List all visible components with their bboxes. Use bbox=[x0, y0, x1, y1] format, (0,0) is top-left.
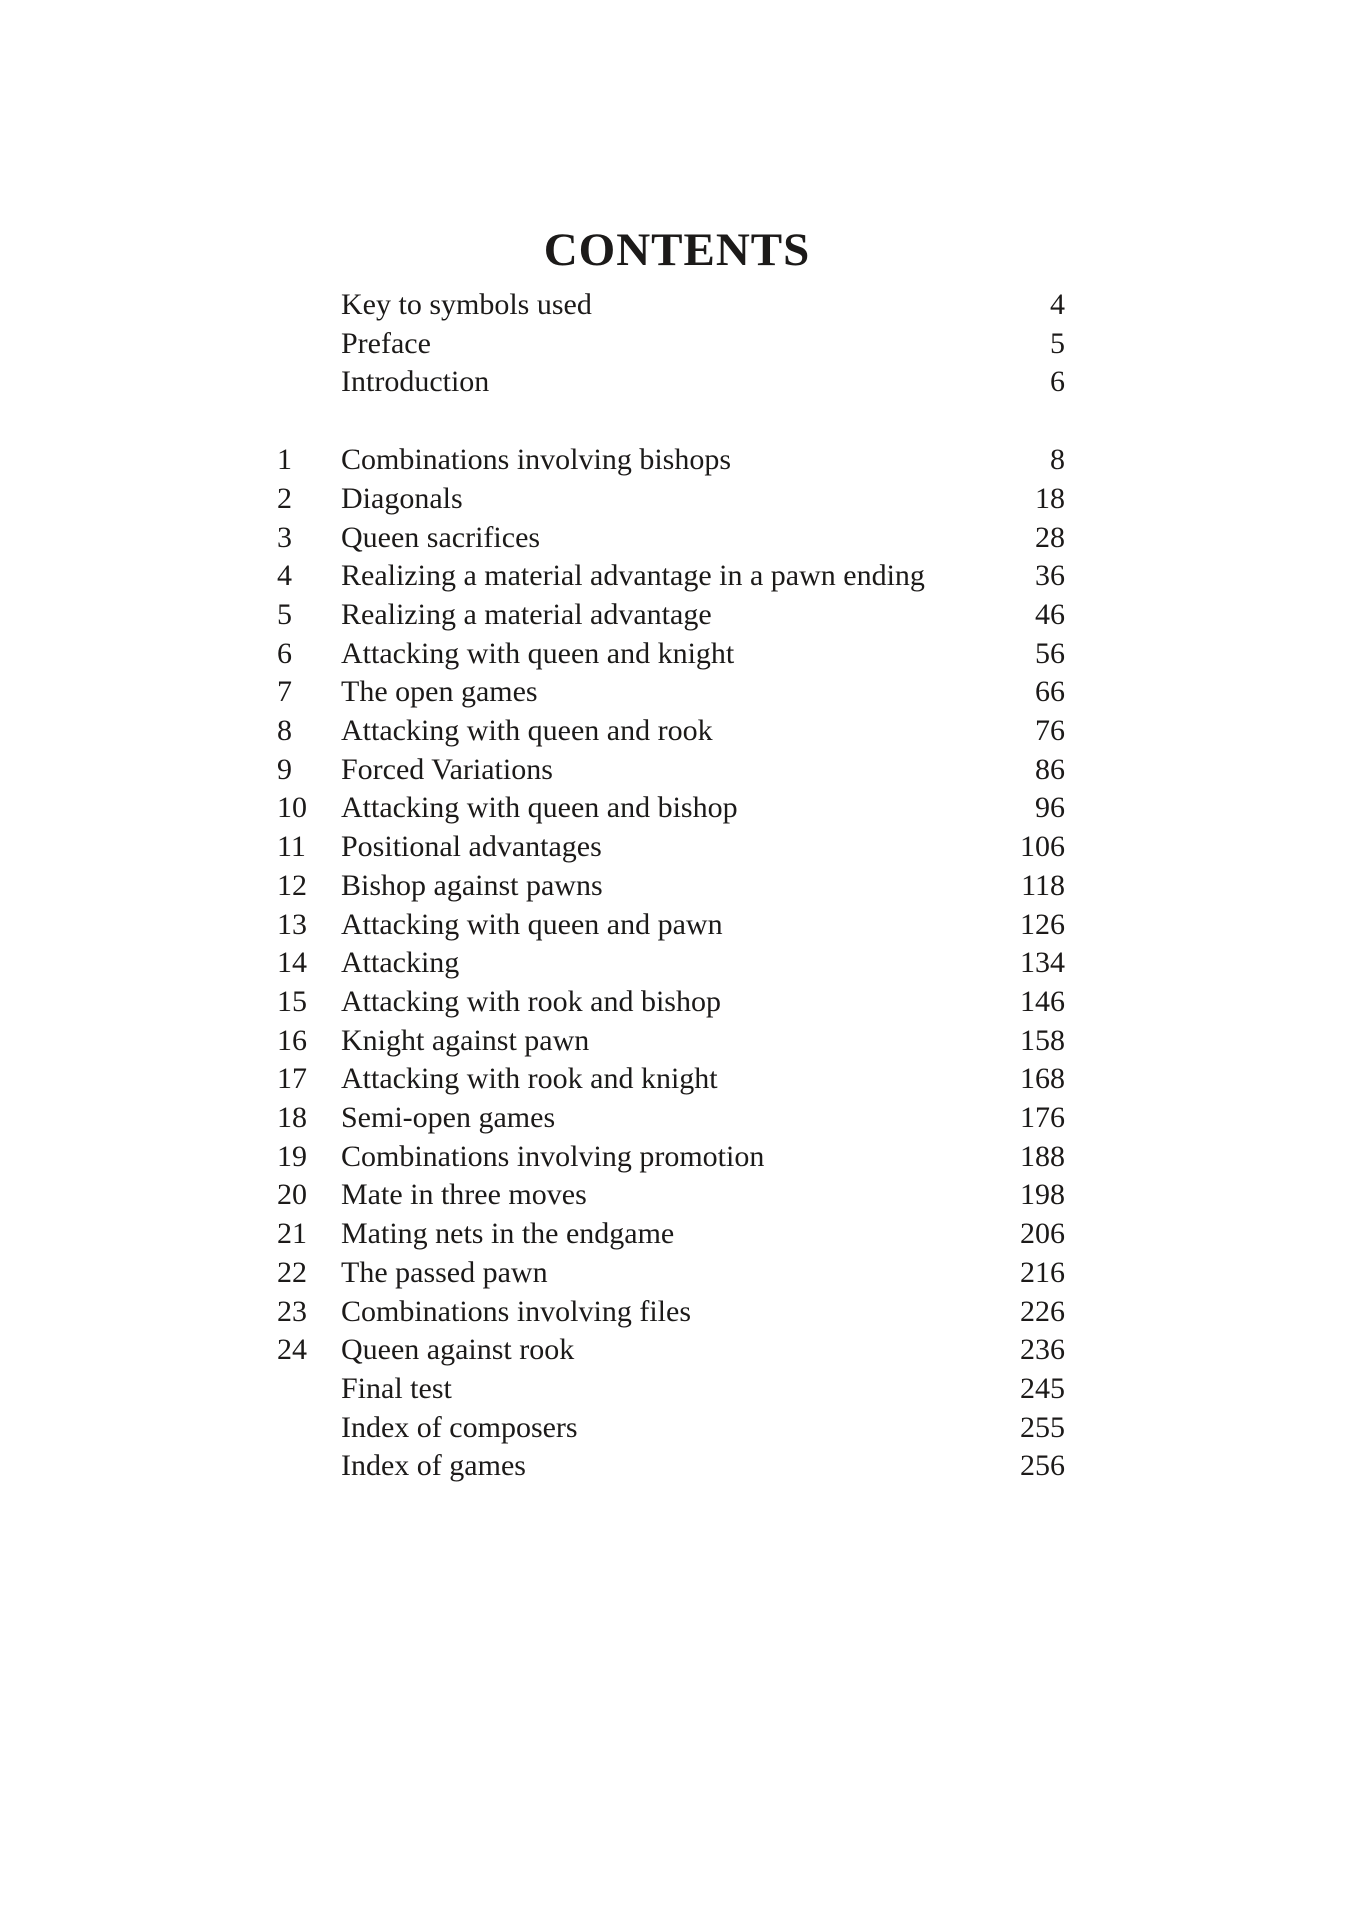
toc-entry bbox=[277, 828, 1065, 867]
chapter-number: 22 bbox=[277, 1255, 307, 1289]
entry-title: Attacking with rook and bishop bbox=[341, 984, 721, 1018]
entry-page-number: 86 bbox=[1035, 752, 1065, 786]
chapter-number: 17 bbox=[277, 1062, 307, 1096]
chapter-number: 12 bbox=[277, 868, 307, 902]
entry-title: The passed pawn bbox=[341, 1255, 548, 1289]
entry-title: Attacking with rook and knight bbox=[341, 1062, 718, 1096]
toc-entry bbox=[277, 1176, 1065, 1215]
toc-entry bbox=[277, 325, 1065, 364]
entry-title: Attacking with queen and rook bbox=[341, 714, 713, 748]
chapter-number: 14 bbox=[277, 946, 307, 980]
chapter-number: 11 bbox=[277, 830, 306, 864]
entry-page-number: 28 bbox=[1035, 520, 1065, 554]
entry-title: Attacking with queen and knight bbox=[341, 636, 735, 670]
entry-title: Attacking with queen and pawn bbox=[341, 907, 723, 941]
toc-entry bbox=[277, 1138, 1065, 1177]
toc-entry bbox=[277, 751, 1065, 790]
entry-title: Combinations involving files bbox=[341, 1294, 691, 1328]
toc-entry bbox=[277, 1254, 1065, 1293]
chapter-number: 3 bbox=[277, 520, 292, 554]
toc-entry bbox=[277, 1447, 1065, 1486]
table-of-contents bbox=[277, 286, 1065, 1486]
toc-entry bbox=[277, 1293, 1065, 1332]
chapter-number: 23 bbox=[277, 1294, 307, 1328]
entry-title: Queen against rook bbox=[341, 1333, 575, 1367]
entry-title: Bishop against pawns bbox=[341, 868, 603, 902]
entry-page-number: 255 bbox=[1020, 1410, 1065, 1444]
toc-entry bbox=[277, 983, 1065, 1022]
toc-entry bbox=[277, 363, 1065, 402]
front-matter-section bbox=[277, 286, 1065, 402]
entry-page-number: 106 bbox=[1020, 830, 1065, 864]
chapter-number: 7 bbox=[277, 675, 292, 709]
entry-page-number: 176 bbox=[1020, 1101, 1065, 1135]
entry-title: Semi-open games bbox=[341, 1101, 556, 1135]
chapter-number: 2 bbox=[277, 481, 292, 515]
chapter-number: 19 bbox=[277, 1139, 307, 1173]
entry-page-number: 56 bbox=[1035, 636, 1065, 670]
entry-page-number: 6 bbox=[1050, 365, 1065, 399]
entry-page-number: 158 bbox=[1020, 1023, 1065, 1057]
toc-entry bbox=[277, 1409, 1065, 1448]
chapter-number: 16 bbox=[277, 1023, 307, 1057]
toc-entry bbox=[277, 286, 1065, 325]
chapter-number: 13 bbox=[277, 907, 307, 941]
entry-title: Realizing a material advantage bbox=[341, 597, 712, 631]
entry-title: Diagonals bbox=[341, 481, 463, 515]
toc-entry bbox=[277, 673, 1065, 712]
entry-page-number: 96 bbox=[1035, 791, 1065, 825]
chapter-number: 18 bbox=[277, 1101, 307, 1135]
chapter-number: 20 bbox=[277, 1178, 307, 1212]
entry-page-number: 146 bbox=[1020, 984, 1065, 1018]
entry-title: Mating nets in the endgame bbox=[341, 1217, 675, 1251]
chapter-number: 8 bbox=[277, 714, 292, 748]
page-title: CONTENTS bbox=[543, 224, 811, 277]
entry-title: Attacking with queen and bishop bbox=[341, 791, 738, 825]
chapter-number: 4 bbox=[277, 559, 292, 593]
entry-title: Knight against pawn bbox=[341, 1023, 590, 1057]
toc-entry bbox=[277, 944, 1065, 983]
entry-title: Introduction bbox=[341, 365, 490, 399]
section-spacer bbox=[277, 402, 1065, 441]
toc-entry bbox=[277, 1060, 1065, 1099]
entry-title: Index of games bbox=[341, 1449, 526, 1483]
entry-title: Attacking bbox=[341, 946, 460, 980]
entry-page-number: 76 bbox=[1035, 714, 1065, 748]
chapter-number: 15 bbox=[277, 984, 307, 1018]
chapter-number: 24 bbox=[277, 1333, 307, 1367]
entry-page-number: 236 bbox=[1020, 1333, 1065, 1367]
entry-title: Realizing a material advantage in a pawn ending bbox=[341, 559, 925, 593]
entry-page-number: 36 bbox=[1035, 559, 1065, 593]
chapter-number: 9 bbox=[277, 752, 292, 786]
back-matter-section bbox=[277, 1370, 1065, 1486]
toc-entry bbox=[277, 480, 1065, 519]
toc-entry bbox=[277, 596, 1065, 635]
entry-page-number: 206 bbox=[1020, 1217, 1065, 1251]
chapter-number: 1 bbox=[277, 443, 292, 477]
chapter-number: 5 bbox=[277, 597, 292, 631]
entry-page-number: 188 bbox=[1020, 1139, 1065, 1173]
toc-entry bbox=[277, 441, 1065, 480]
chapter-number: 6 bbox=[277, 636, 292, 670]
toc-entry bbox=[277, 1331, 1065, 1370]
toc-entry bbox=[277, 519, 1065, 558]
entry-title: The open games bbox=[341, 675, 538, 709]
entry-title: Preface bbox=[341, 326, 431, 360]
entry-page-number: 256 bbox=[1020, 1449, 1065, 1483]
chapter-number: 10 bbox=[277, 791, 307, 825]
toc-entry bbox=[277, 1022, 1065, 1061]
entry-title: Combinations involving promotion bbox=[341, 1139, 765, 1173]
toc-entry bbox=[277, 1099, 1065, 1138]
entry-page-number: 5 bbox=[1050, 326, 1065, 360]
entry-page-number: 126 bbox=[1020, 907, 1065, 941]
chapter-number: 21 bbox=[277, 1217, 307, 1251]
entry-title: Index of composers bbox=[341, 1410, 578, 1444]
entry-title: Combinations involving bishops bbox=[341, 443, 732, 477]
entry-page-number: 46 bbox=[1035, 597, 1065, 631]
entry-page-number: 18 bbox=[1035, 481, 1065, 515]
entry-page-number: 134 bbox=[1020, 946, 1065, 980]
entry-page-number: 8 bbox=[1050, 443, 1065, 477]
entry-page-number: 198 bbox=[1020, 1178, 1065, 1212]
entry-page-number: 216 bbox=[1020, 1255, 1065, 1289]
entry-page-number: 118 bbox=[1021, 868, 1065, 902]
entry-title: Key to symbols used bbox=[341, 288, 592, 321]
entry-page-number: 226 bbox=[1020, 1294, 1065, 1328]
toc-entry bbox=[277, 557, 1065, 596]
entry-title: Final test bbox=[341, 1371, 452, 1405]
toc-entry bbox=[277, 867, 1065, 906]
toc-entry bbox=[277, 712, 1065, 751]
toc-entry bbox=[277, 1370, 1065, 1409]
entry-page-number: 4 bbox=[1050, 288, 1065, 321]
toc-entry bbox=[277, 906, 1065, 945]
entry-page-number: 245 bbox=[1020, 1371, 1065, 1405]
entry-title: Mate in three moves bbox=[341, 1178, 587, 1212]
chapters-section bbox=[277, 441, 1065, 1370]
toc-entry bbox=[277, 635, 1065, 674]
toc-entry bbox=[277, 789, 1065, 828]
entry-title: Positional advantages bbox=[341, 830, 602, 864]
toc-entry bbox=[277, 1215, 1065, 1254]
entry-page-number: 66 bbox=[1035, 675, 1065, 709]
entry-title: Forced Variations bbox=[341, 752, 553, 786]
entry-page-number: 168 bbox=[1020, 1062, 1065, 1096]
entry-title: Queen sacrifices bbox=[341, 520, 541, 554]
